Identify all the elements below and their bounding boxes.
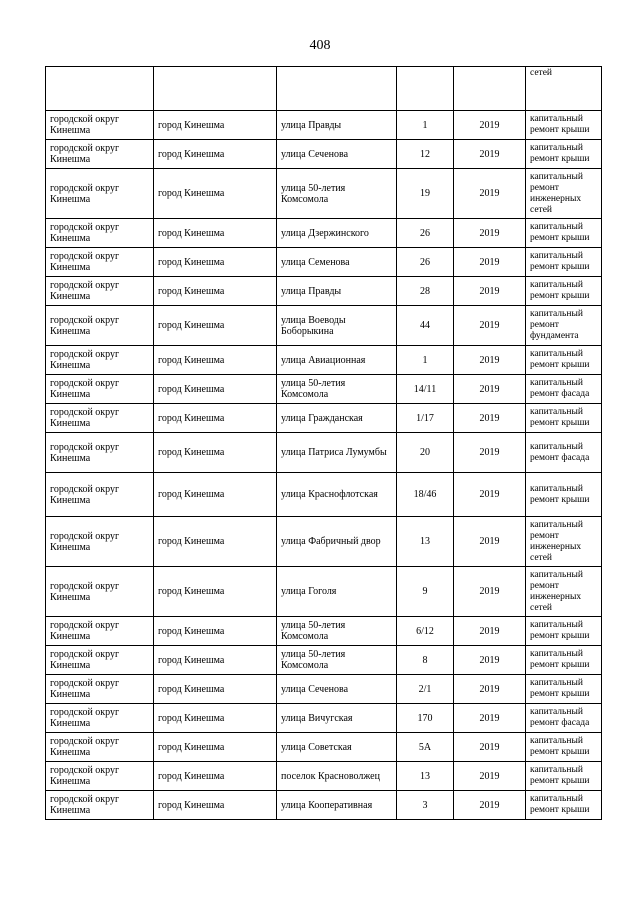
cell-year: 2019 [454, 646, 526, 675]
cell-street: улица Сеченова [277, 140, 397, 169]
cell-street [277, 67, 397, 111]
cell-work: капитальный ремонт фасада [526, 375, 602, 404]
cell-year: 2019 [454, 473, 526, 517]
cell-work: капитальный ремонт фасада [526, 704, 602, 733]
cell-year: 2019 [454, 404, 526, 433]
cell-work: капитальный ремонт крыши [526, 675, 602, 704]
cell-house: 20 [397, 433, 454, 473]
cell-work: капитальный ремонт фундамента [526, 306, 602, 346]
cell-city: город Кинешма [154, 733, 277, 762]
cell-district: городской округ Кинешма [46, 617, 154, 646]
cell-district: городской округ Кинешма [46, 219, 154, 248]
table-row [46, 675, 602, 704]
cell-street: улица 50-летия Комсомола [277, 646, 397, 675]
table-row [46, 473, 602, 517]
cell-district: городской округ Кинешма [46, 277, 154, 306]
cell-house: 28 [397, 277, 454, 306]
cell-city: город Кинешма [154, 517, 277, 567]
table-row [46, 306, 602, 346]
cell-house: 170 [397, 704, 454, 733]
cell-street: улица 50-летия Комсомола [277, 169, 397, 219]
cell-year: 2019 [454, 704, 526, 733]
cell-district: городской округ Кинешма [46, 346, 154, 375]
cell-year: 2019 [454, 111, 526, 140]
cell-city: город Кинешма [154, 111, 277, 140]
cell-district: городской округ Кинешма [46, 169, 154, 219]
cell-work: капитальный ремонт крыши [526, 219, 602, 248]
cell-work: капитальный ремонт инженерных сетей [526, 567, 602, 617]
table-row [46, 617, 602, 646]
cell-house: 9 [397, 567, 454, 617]
table-row [46, 567, 602, 617]
cell-district: городской округ Кинешма [46, 762, 154, 791]
cell-work: капитальный ремонт крыши [526, 646, 602, 675]
cell-district: городской округ Кинешма [46, 433, 154, 473]
cell-work: капитальный ремонт крыши [526, 473, 602, 517]
cell-city: город Кинешма [154, 375, 277, 404]
cell-year: 2019 [454, 617, 526, 646]
cell-work: капитальный ремонт фасада [526, 433, 602, 473]
cell-year: 2019 [454, 433, 526, 473]
cell-district: городской округ Кинешма [46, 248, 154, 277]
table-row [46, 733, 602, 762]
table-row [46, 646, 602, 675]
cell-street: улица Семенова [277, 248, 397, 277]
cell-street: улица Вичугская [277, 704, 397, 733]
cell-year: 2019 [454, 306, 526, 346]
repair-registry-table [45, 66, 602, 820]
cell-house: 12 [397, 140, 454, 169]
table-body [46, 67, 602, 820]
cell-city: город Кинешма [154, 346, 277, 375]
cell-district [46, 67, 154, 111]
cell-house: 1/17 [397, 404, 454, 433]
cell-year: 2019 [454, 346, 526, 375]
cell-city: город Кинешма [154, 248, 277, 277]
cell-house: 1 [397, 346, 454, 375]
cell-work: сетей [526, 67, 602, 111]
cell-city: город Кинешма [154, 140, 277, 169]
cell-year: 2019 [454, 375, 526, 404]
cell-house: 6/12 [397, 617, 454, 646]
cell-district: городской округ Кинешма [46, 675, 154, 704]
cell-street: улица Дзержинского [277, 219, 397, 248]
cell-city: город Кинешма [154, 567, 277, 617]
cell-city: город Кинешма [154, 704, 277, 733]
cell-street: улица Правды [277, 277, 397, 306]
cell-street: улица Воеводы Боборыкина [277, 306, 397, 346]
cell-house: 26 [397, 219, 454, 248]
cell-work: капитальный ремонт крыши [526, 346, 602, 375]
cell-year: 2019 [454, 277, 526, 306]
table-row [46, 140, 602, 169]
cell-street: улица Краснофлотская [277, 473, 397, 517]
cell-city [154, 67, 277, 111]
cell-year: 2019 [454, 762, 526, 791]
table-row [46, 517, 602, 567]
cell-year: 2019 [454, 248, 526, 277]
cell-city: город Кинешма [154, 306, 277, 346]
cell-district: городской округ Кинешма [46, 704, 154, 733]
cell-street: улица Сеченова [277, 675, 397, 704]
table-row [46, 762, 602, 791]
cell-district: городской округ Кинешма [46, 733, 154, 762]
table-row [46, 346, 602, 375]
cell-year: 2019 [454, 140, 526, 169]
cell-city: город Кинешма [154, 762, 277, 791]
cell-house: 26 [397, 248, 454, 277]
table-row [46, 277, 602, 306]
cell-work: капитальный ремонт крыши [526, 111, 602, 140]
table-row [46, 433, 602, 473]
cell-district: городской округ Кинешма [46, 404, 154, 433]
cell-work: капитальный ремонт крыши [526, 404, 602, 433]
table-row [46, 111, 602, 140]
cell-work: капитальный ремонт крыши [526, 277, 602, 306]
cell-year: 2019 [454, 219, 526, 248]
cell-street: улица Гоголя [277, 567, 397, 617]
cell-house: 14/11 [397, 375, 454, 404]
cell-city: город Кинешма [154, 404, 277, 433]
table-row [46, 404, 602, 433]
cell-work: капитальный ремонт крыши [526, 248, 602, 277]
cell-street: улица Советская [277, 733, 397, 762]
cell-house: 5А [397, 733, 454, 762]
cell-district: городской округ Кинешма [46, 140, 154, 169]
cell-street: улица 50-летия Комсомола [277, 375, 397, 404]
cell-city: город Кинешма [154, 675, 277, 704]
table-row [46, 219, 602, 248]
table-row [46, 248, 602, 277]
cell-district: городской округ Кинешма [46, 567, 154, 617]
table-row-continued [46, 67, 602, 111]
cell-street: улица 50-летия Комсомола [277, 617, 397, 646]
cell-district: городской округ Кинешма [46, 473, 154, 517]
cell-year: 2019 [454, 791, 526, 820]
cell-city: город Кинешма [154, 791, 277, 820]
cell-work: капитальный ремонт крыши [526, 617, 602, 646]
cell-house: 1 [397, 111, 454, 140]
cell-house: 2/1 [397, 675, 454, 704]
cell-year: 2019 [454, 733, 526, 762]
cell-house: 19 [397, 169, 454, 219]
cell-house: 8 [397, 646, 454, 675]
cell-house [397, 67, 454, 111]
cell-street: улица Гражданская [277, 404, 397, 433]
cell-work: капитальный ремонт инженерных сетей [526, 517, 602, 567]
cell-year: 2019 [454, 169, 526, 219]
cell-house: 13 [397, 762, 454, 791]
cell-district: городской округ Кинешма [46, 111, 154, 140]
cell-city: город Кинешма [154, 646, 277, 675]
cell-house: 44 [397, 306, 454, 346]
cell-house: 18/46 [397, 473, 454, 517]
table-row [46, 791, 602, 820]
cell-year: 2019 [454, 517, 526, 567]
cell-city: город Кинешма [154, 473, 277, 517]
cell-work: капитальный ремонт крыши [526, 140, 602, 169]
cell-work: капитальный ремонт крыши [526, 791, 602, 820]
cell-district: городской округ Кинешма [46, 791, 154, 820]
cell-district: городской округ Кинешма [46, 306, 154, 346]
cell-work: капитальный ремонт крыши [526, 733, 602, 762]
cell-city: город Кинешма [154, 219, 277, 248]
cell-house: 13 [397, 517, 454, 567]
cell-district: городской округ Кинешма [46, 517, 154, 567]
cell-street: улица Авиационная [277, 346, 397, 375]
cell-street: улица Фабричный двор [277, 517, 397, 567]
cell-house: 3 [397, 791, 454, 820]
cell-city: город Кинешма [154, 433, 277, 473]
cell-street: улица Кооперативная [277, 791, 397, 820]
cell-city: город Кинешма [154, 169, 277, 219]
table-row [46, 169, 602, 219]
cell-city: город Кинешма [154, 617, 277, 646]
table-row [46, 375, 602, 404]
cell-street: поселок Красноволжец [277, 762, 397, 791]
table-row [46, 704, 602, 733]
cell-year: 2019 [454, 675, 526, 704]
cell-work: капитальный ремонт крыши [526, 762, 602, 791]
cell-city: город Кинешма [154, 277, 277, 306]
cell-street: улица Патриса Лумумбы [277, 433, 397, 473]
cell-district: городской округ Кинешма [46, 375, 154, 404]
cell-year: 2019 [454, 567, 526, 617]
cell-street: улица Правды [277, 111, 397, 140]
cell-year [454, 67, 526, 111]
cell-work: капитальный ремонт инженерных сетей [526, 169, 602, 219]
page-number: 408 [309, 38, 331, 53]
cell-district: городской округ Кинешма [46, 646, 154, 675]
